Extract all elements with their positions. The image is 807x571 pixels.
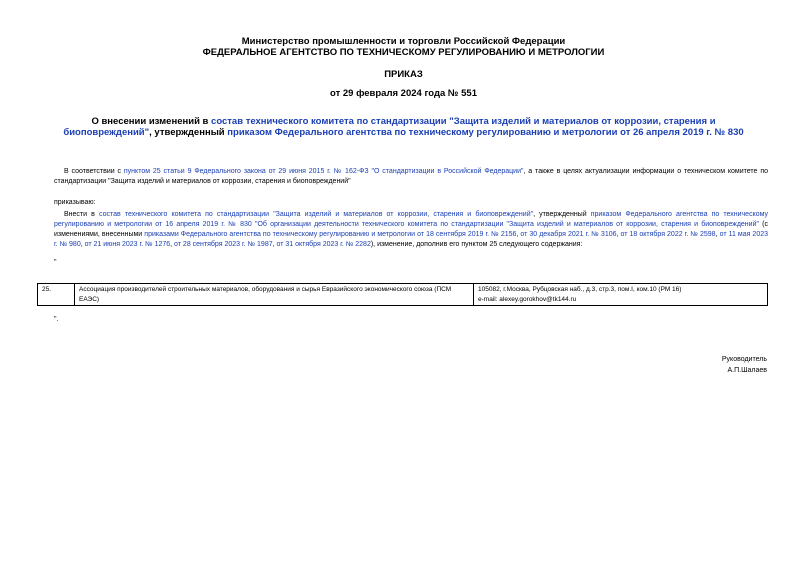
link-order-2598[interactable]: от 18 октября 2022 г. № 2598 — [620, 231, 716, 238]
link-order-1276[interactable]: от 21 июня 2023 г. № 1276 — [84, 241, 171, 248]
link-composition[interactable]: состав технического комитета по стандартизации "Защита изделий и материалов от коррозии, старения и биоповреждений" — [99, 211, 534, 218]
organization-contacts — [474, 284, 768, 306]
signature-name: А.П.Шалаев — [727, 367, 767, 374]
document-date-number: от 29 февраля 2024 года № 551 — [330, 88, 477, 99]
ministry-name: Министерство промышленности и торговли Российской Федерации — [241, 36, 566, 47]
signature-position: Руководитель — [721, 356, 767, 363]
link-order-980[interactable]: от 11 мая 2023 г. № 980 — [54, 231, 769, 248]
link-order-2282[interactable]: от 31 октября 2023 г. № 2282 — [276, 241, 371, 248]
quote-close: ". — [54, 316, 59, 323]
title-text: , утвержденный — [149, 127, 228, 138]
paragraph-order — [54, 210, 768, 250]
text: , — [616, 231, 621, 238]
composition-table — [37, 283, 768, 306]
title-link-order[interactable]: приказом Федерального агентства по техническому регулированию и метрологии от 26 апреля 2019 г. № 830 — [227, 127, 744, 138]
text: , — [516, 231, 521, 238]
paragraph-basis — [54, 167, 768, 187]
link-federal-law[interactable]: пунктом 25 статьи 9 Федерального закона от 29 июня 2015 г. № 162-ФЗ "О стандартизации в Российской Федерации" — [123, 168, 524, 175]
text: , — [170, 241, 175, 248]
text: , а также в целях актуализации информации о техническом комитете по стандартизации "Защита изделий и материалов от коррозии, старения и биоповреждений" — [54, 168, 769, 185]
row-number: 25. — [38, 284, 75, 306]
text: Внести в — [64, 211, 99, 218]
organization-email: e-mail: alexey.gorokhov@tk144.ru — [478, 295, 577, 303]
title-link-composition[interactable]: состав технического комитета по стандартизации "Защита изделий и материалов от коррозии, старения и биоповреждений" — [63, 116, 716, 138]
text: , утвержденный — [533, 211, 591, 218]
order-word: приказываю: — [54, 199, 96, 206]
link-order-2156[interactable]: приказами Федерального агентства по техническому регулированию и метрологии от 18 сентября 2019 г. № 2156 — [144, 231, 517, 238]
title-text: О внесении изменений в — [91, 116, 212, 127]
organization-address: 105082, г.Москва, Рубцовская наб., д.3, стр.3, пом.I, ком.10 (РМ 16) — [478, 286, 682, 293]
organization-name: Ассоциация производителей строительных материалов, оборудования и сырья Евразийского экономического союза (ПСМ ЕАЭС) — [75, 284, 474, 306]
document-title — [60, 116, 747, 138]
text: , — [715, 231, 720, 238]
link-order-1987[interactable]: от 28 сентября 2023 г. № 1987 — [174, 241, 273, 248]
table-row — [38, 284, 768, 306]
text: В соответствии с — [64, 168, 124, 175]
text: , — [272, 241, 277, 248]
text: ), изменение, дополнив его пунктом 25 следующего содержания: — [370, 241, 583, 248]
text: (с изменениями, внесенными — [54, 221, 768, 238]
link-order-830[interactable]: приказом Федерального агентства по техническому регулированию и метрологии от 16 апреля 2019 г. № 830 "Об организации деятельности технического комитета по стандартизации "Защита изделий и материалов от коррозии, старения и биоповреждений" — [54, 211, 768, 228]
agency-name: ФЕДЕРАЛЬНОЕ АГЕНТСТВО ПО ТЕХНИЧЕСКОМУ РЕГУЛИРОВАНИЮ И МЕТРОЛОГИИ — [202, 47, 605, 58]
text: , — [80, 241, 85, 248]
link-order-3106[interactable]: от 30 декабря 2021 г. № 3106 — [520, 231, 617, 238]
document-type: ПРИКАЗ — [384, 69, 423, 80]
quote-open: " — [54, 259, 57, 266]
